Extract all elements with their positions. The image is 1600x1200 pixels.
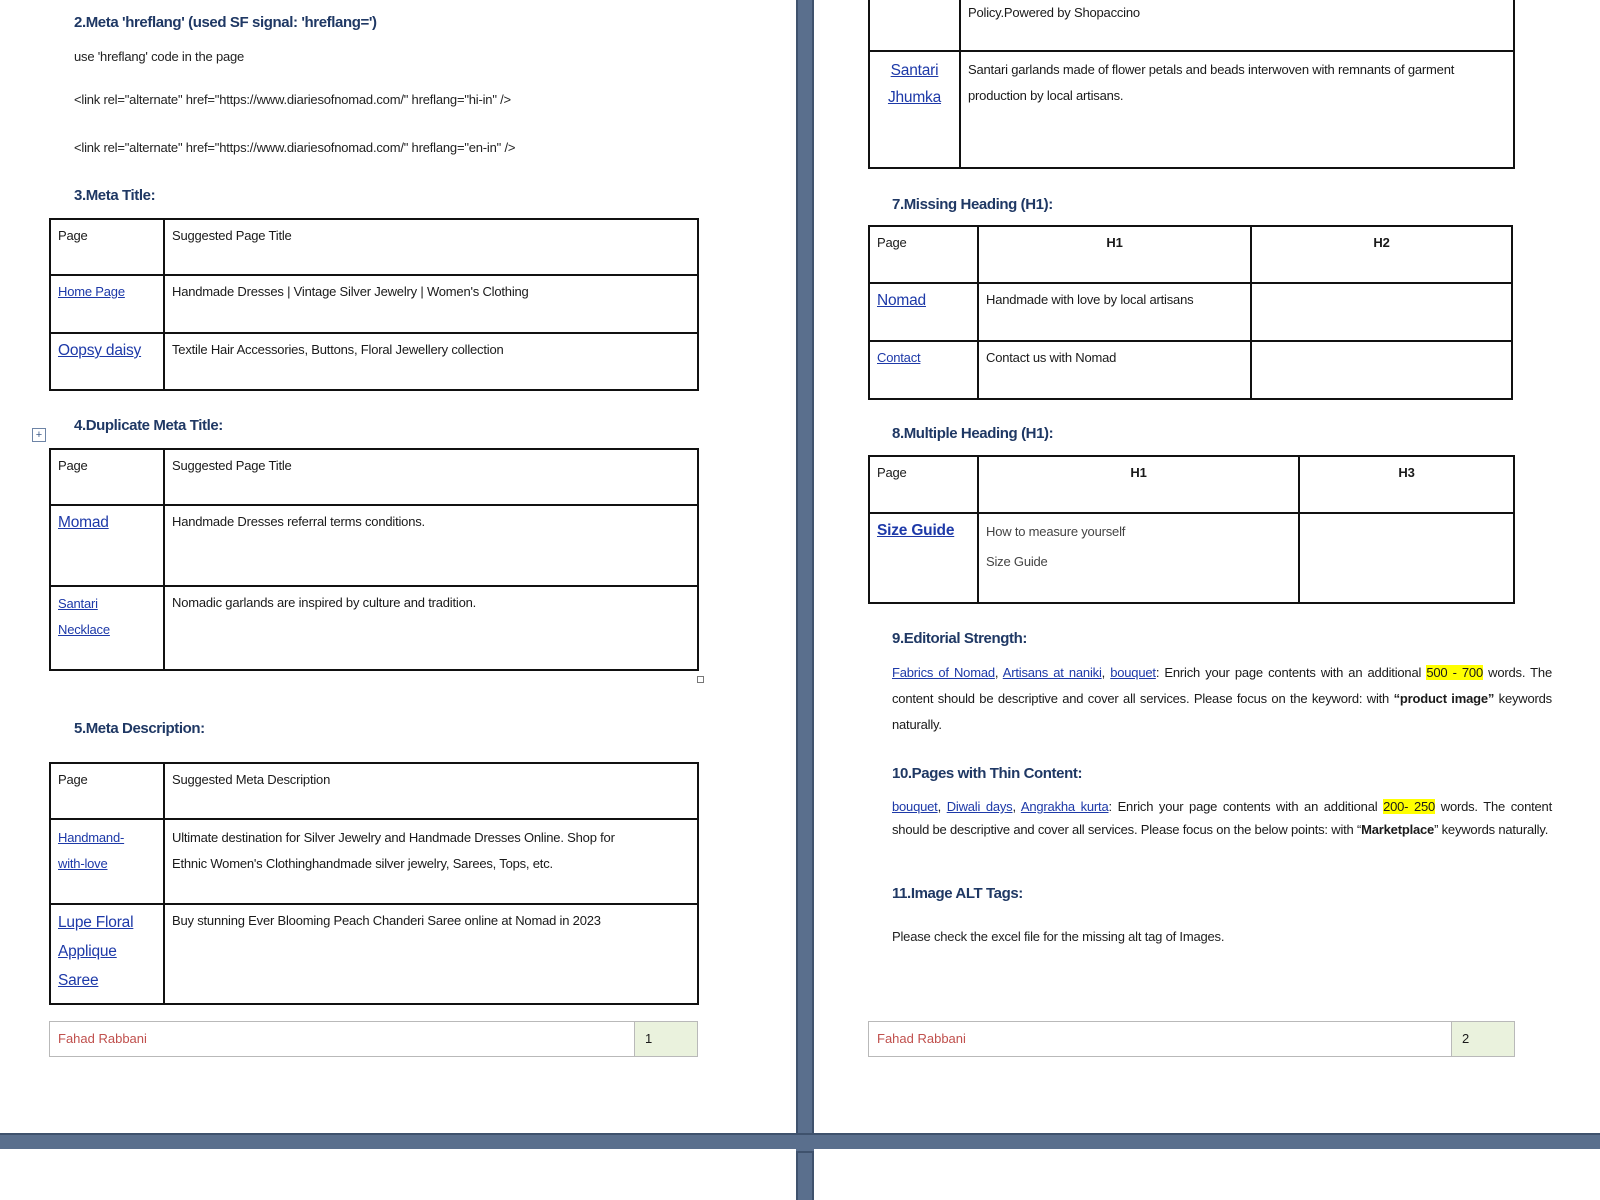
table-cell: Textile Hair Accessories, Buttons, Floral Jewellery collection: [164, 333, 698, 390]
content-link[interactable]: Angrakha kurta: [1020, 799, 1109, 814]
page-link[interactable]: Applique Saree: [58, 943, 117, 989]
page-link[interactable]: Oopsy daisy: [58, 342, 142, 359]
table-cell-line: production by local artisans.: [968, 88, 1124, 103]
table-header-page: Page: [50, 219, 164, 275]
section-10-paragraph: bouquet, Diwali days, Angrakha kurta: Enrich your page contents with an additional 200- 250 words. The content should be descriptive and cover all services. Please focus on the below points: with “Marketplace” keywords naturally.: [892, 799, 1552, 837]
content-link[interactable]: Fabrics of Nomad: [892, 665, 995, 680]
table-cell-line: Size Guide: [986, 554, 1048, 569]
table-header-h3: H3: [1299, 456, 1514, 513]
paragraph-text: keywords naturally.: [892, 691, 1552, 732]
table-row: [869, 283, 1512, 341]
footer-author: Fahad Rabbani: [50, 1022, 635, 1056]
table-move-handle[interactable]: +: [32, 428, 46, 442]
section-7-heading: 7.Missing Heading (H1):: [892, 196, 1053, 213]
section-11-text: Please check the excel file for the missing alt tag of Images.: [892, 929, 1225, 944]
page-4-top: [814, 1149, 1600, 1200]
page-link[interactable]: Home Page: [58, 284, 125, 299]
table-cell: [1299, 513, 1514, 603]
table-cell-line: Santari garlands made of flower petals and beads interwoven with remnants of garment: [968, 62, 1455, 77]
paragraph-text: : Enrich your page contents with an additional: [1108, 799, 1378, 814]
page-link[interactable]: Size Guide: [877, 522, 955, 539]
page-link[interactable]: Nomad: [877, 292, 926, 309]
table-header-h1: H1: [978, 226, 1251, 283]
page-2: [814, 0, 1600, 1133]
paragraph-text: ” keywords naturally.: [1434, 822, 1549, 837]
table-cell: Handmade Dresses | Vintage Silver Jewelry | Women's Clothing: [164, 275, 698, 333]
page-link[interactable]: Necklace: [58, 622, 110, 637]
table-cell-line: Ultimate destination for Silver Jewelry and Handmade Dresses Online. Shop for: [172, 830, 615, 845]
highlighted-word-range: 200- 250: [1383, 799, 1436, 814]
table-cell: [1251, 283, 1512, 341]
table-cell: Handmade Dresses referral terms conditions.: [164, 505, 698, 586]
page-1: [0, 0, 796, 1133]
table-row: [50, 333, 698, 390]
hreflang-code-hi: <link rel="alternate" href="https://www.diariesofnomad.com/" hreflang="hi-in" />: [74, 92, 511, 107]
table-row: [50, 275, 698, 333]
table-header-page: Page: [50, 763, 164, 819]
table-header-page: Page: [869, 456, 978, 513]
section-2-heading: 2.Meta 'hreflang' (used SF signal: 'hreflang='): [74, 14, 377, 31]
page-footer: [868, 1021, 1515, 1057]
meta-title-table: [49, 218, 699, 391]
table-row: [50, 904, 698, 1004]
keyword: “product image”: [1393, 691, 1495, 706]
multiple-h1-table: [868, 455, 1515, 604]
missing-h1-table: [868, 225, 1513, 400]
table-header-title: Suggested Page Title: [164, 219, 698, 275]
table-header-description: Suggested Meta Description: [164, 763, 698, 819]
paragraph-text: Enrich your page contents with an additional: [1164, 665, 1422, 680]
section-4-heading: 4.Duplicate Meta Title:: [74, 417, 223, 434]
section-5-heading: 5.Meta Description:: [74, 720, 205, 737]
duplicate-meta-title-table: [49, 448, 699, 671]
highlighted-word-range: 500 - 700: [1426, 665, 1483, 680]
page-link[interactable]: Jhumka: [887, 89, 942, 106]
page-footer: [49, 1021, 698, 1057]
page-link[interactable]: Lupe Floral: [58, 914, 134, 931]
table-resize-handle[interactable]: [697, 676, 704, 683]
table-row: [869, 0, 1514, 51]
table-row: [50, 505, 698, 586]
table-row: [50, 819, 698, 904]
table-header-page: Page: [50, 449, 164, 505]
page-3-top: [0, 1149, 796, 1200]
section-9-heading: 9.Editorial Strength:: [892, 630, 1027, 647]
footer-author: Fahad Rabbani: [869, 1022, 1452, 1056]
continued-table: [868, 0, 1515, 169]
table-header-h1: H1: [978, 456, 1299, 513]
page-link[interactable]: with-love: [58, 856, 108, 871]
section-10-heading: 10.Pages with Thin Content:: [892, 765, 1083, 782]
table-cell: Contact us with Nomad: [978, 341, 1251, 399]
table-cell: Handmade with love by local artisans: [978, 283, 1251, 341]
table-header-h2: H2: [1251, 226, 1512, 283]
section-3-heading: 3.Meta Title:: [74, 187, 156, 204]
content-link[interactable]: Diwali days: [946, 799, 1013, 814]
section-8-heading: 8.Multiple Heading (H1):: [892, 425, 1054, 442]
page-link[interactable]: Momad: [58, 514, 109, 531]
page-link[interactable]: Santari: [890, 62, 939, 79]
table-cell: Buy stunning Ever Blooming Peach Chanderi Saree online at Nomad in 2023: [164, 904, 698, 1004]
section-9-paragraph: Fabrics of Nomad, Artisans at naniki, bouquet: Enrich your page contents with an additional 500 - 700 words. The content should be descriptive and cover all services. Please focus on the keyword: with “product image” keywords naturally.: [892, 665, 1552, 732]
table-row: [869, 51, 1514, 168]
page-gap-vertical: [796, 0, 814, 1200]
table-row: [869, 513, 1514, 603]
table-header-page: Page: [869, 226, 978, 283]
meta-description-table: [49, 762, 699, 1005]
table-header-title: Suggested Page Title: [164, 449, 698, 505]
footer-page-number: 1: [635, 1022, 697, 1056]
content-link[interactable]: bouquet: [892, 799, 938, 814]
table-cell-line: Ethnic Women's Clothinghandmade silver jewelry, Sarees, Tops, etc.: [172, 856, 553, 871]
table-row: [869, 341, 1512, 399]
table-cell: Policy.Powered by Shopaccino: [960, 0, 1514, 51]
table-row: [50, 586, 698, 670]
paragraph-text: words. The content should be descriptive and cover all services. Please focus on the keyword: with: [892, 665, 1552, 706]
table-cell: [1251, 341, 1512, 399]
table-cell: Nomadic garlands are inspired by culture and tradition.: [164, 586, 698, 670]
hreflang-code-en: <link rel="alternate" href="https://www.diariesofnomad.com/" hreflang="en-in" />: [74, 140, 516, 155]
paragraph-text: words. The content should be descriptive and cover all services. Please focus on the below points: with “: [892, 799, 1552, 837]
page-link[interactable]: Santari: [58, 596, 98, 611]
section-2-intro: use 'hreflang' code in the page: [74, 49, 245, 64]
content-link[interactable]: bouquet: [1110, 665, 1156, 680]
table-cell-line: How to measure yourself: [986, 524, 1126, 539]
keyword: Marketplace: [1361, 822, 1435, 837]
page-link[interactable]: Contact: [877, 350, 921, 365]
content-link[interactable]: Artisans at naniki: [1002, 665, 1102, 680]
page-link[interactable]: Handmand-: [58, 830, 125, 845]
footer-page-number: 2: [1452, 1022, 1514, 1056]
section-11-heading: 11.Image ALT Tags:: [892, 885, 1023, 902]
